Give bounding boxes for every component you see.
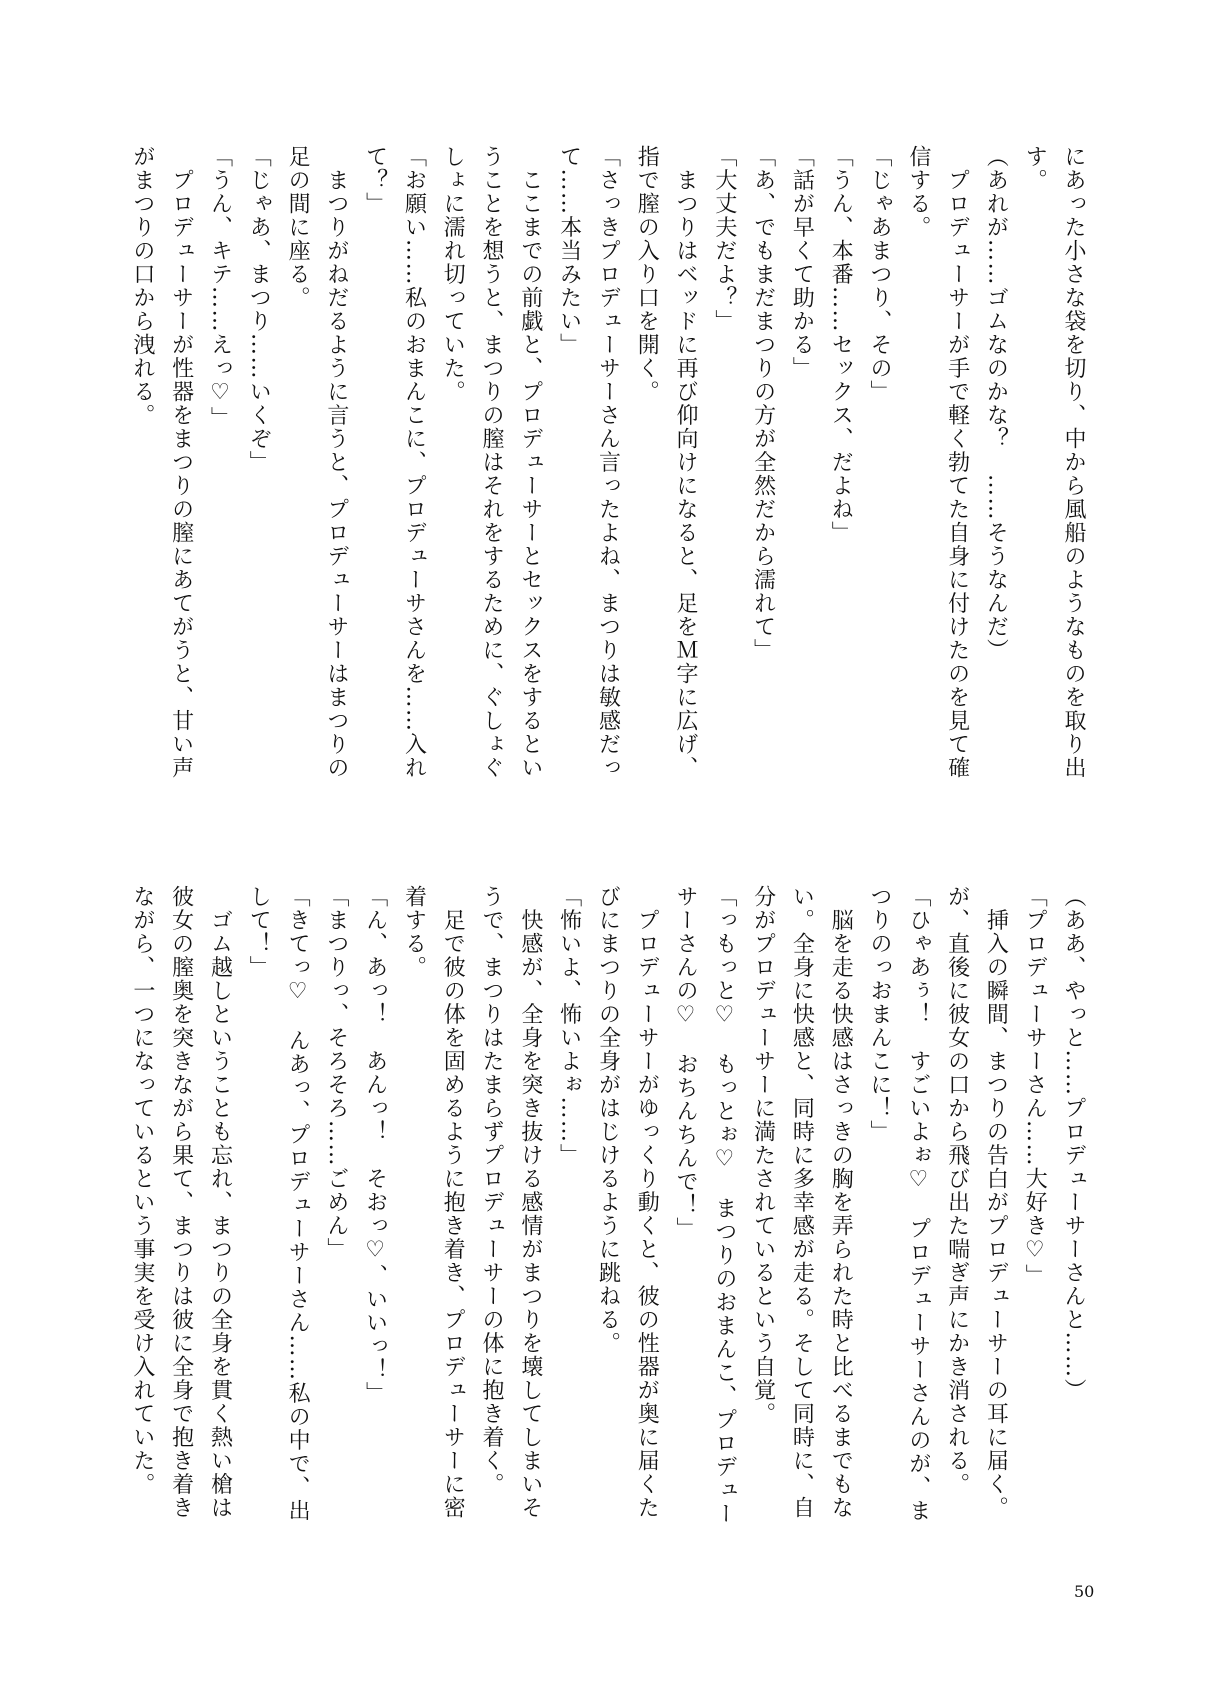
text-column: 「お願い……私のおまんこに、プロデューサさんを……入れ <box>401 145 427 780</box>
text-column: びにまつりの全身がはじけるように跳ねる。 <box>595 885 621 1355</box>
text-column: 「じゃあまつり、その」 <box>867 145 893 404</box>
text-column: 「っもっと♡ もっとぉ♡ まつりのおまんこ、プロデュー <box>711 885 737 1526</box>
text-column: 彼女の膣奥を突きながら果て、まつりは彼に全身で抱き着き <box>168 885 194 1520</box>
text-column: まつりはベッドに再び仰向けになると、足をＭ字に広げ、 <box>673 145 699 780</box>
text-column: ここまでの前戯と、プロデューサーとセックスをするとい <box>517 145 543 780</box>
text-column: うで、まつりはたまらずプロデューサーの体に抱き着く。 <box>479 885 505 1496</box>
text-column: サーさんの♡ おちんちんで！」 <box>673 885 699 1241</box>
text-column: 分がプロデューサーに満たされているという自覚。 <box>750 885 776 1426</box>
text-column: 足の間に座る。 <box>285 145 311 310</box>
text-column: い。全身に快感と、同時に多幸感が走る。そして同時に、自 <box>789 885 815 1520</box>
text-column: プロデューサーが性器をまつりの膣にあてがうと、甘い声 <box>168 145 194 780</box>
text-column: 「きてっ♡ んあっ、プロデューサーさん……私の中で、出 <box>285 885 311 1523</box>
text-column: 快感が、全身を突き抜ける感情がまつりを壊してしまいそ <box>517 885 543 1520</box>
text-column: 「まつりっ、そろそろ……ごめん」 <box>323 885 349 1261</box>
text-column: ながら、一つになっているという事実を受け入れていた。 <box>129 885 155 1496</box>
text-column: す。 <box>1022 145 1048 192</box>
text-column: がまつりの口から洩れる。 <box>129 145 155 427</box>
bottom-text-block <box>122 885 1092 1565</box>
text-column: 「あ、でもまだまつりの方が全然だから濡れて」 <box>750 145 776 662</box>
text-column: 「プロデューサーさん……大好き♡」 <box>1022 885 1048 1288</box>
text-column: まつりがねだるように言うと、プロデューサーはまつりの <box>323 145 349 780</box>
text-column: （あれが……ゴムなのかな？ ……そうなんだ） <box>983 145 1009 662</box>
text-column: 指で膣の入り口を開く。 <box>634 145 660 404</box>
text-column: ゴム越しということも忘れ、まつりの全身を貫く熱い槍は <box>207 885 233 1520</box>
text-column: 「怖いよ、怖いよぉ……」 <box>556 885 582 1167</box>
text-column: （ああ、やっと……プロデューサーさんと……） <box>1061 885 1086 1402</box>
text-column: 「うん、本番……セックス、だよね」 <box>828 145 854 545</box>
page-number: 50 <box>1074 1582 1095 1601</box>
text-column: 「ひゃあぅ！ すごいよぉ♡ プロデューサーさんのが、ま <box>905 885 931 1523</box>
text-column: 「大丈夫だよ？」 <box>711 145 737 333</box>
text-column: 「うん、キテ……えっ♡」 <box>207 145 233 430</box>
text-column: プロデューサーが手で軽く勃てた自身に付けたのを見て確 <box>944 145 970 780</box>
text-column: て？」 <box>362 145 388 216</box>
text-column: が、直後に彼女の口から飛び出た喘ぎ声にかき消される。 <box>944 885 970 1496</box>
text-column: 足で彼の体を固めるように抱き着き、プロデューサーに密 <box>440 885 466 1520</box>
text-column: 信する。 <box>905 145 931 239</box>
text-column: うことを想うと、まつりの膣はそれをするために、ぐしょぐ <box>479 145 505 780</box>
text-column: 「ん、あっ！ あんっ！ そおっ♡、いいっ！」 <box>362 885 388 1405</box>
text-column: 「じゃあ、まつり……いくぞ」 <box>246 145 272 474</box>
text-column: 「話が早くて助かる」 <box>789 145 815 380</box>
top-text-block <box>122 145 1092 825</box>
text-column: にあった小さな袋を切り、中から風船のようなものを取り出 <box>1061 145 1086 780</box>
text-column: しょに濡れ切っていた。 <box>440 145 466 404</box>
text-column: て……本当みたい」 <box>556 145 582 357</box>
text-column: 「さっきプロデューサーさん言ったよね、まつりは敏感だっ <box>595 145 621 780</box>
text-column: プロデューサーがゆっくり動くと、彼の性器が奥に届くた <box>634 885 660 1520</box>
text-column: 着する。 <box>401 885 427 979</box>
text-column: して！」 <box>246 885 272 979</box>
text-column: 脳を走る快感はさっきの胸を弄られた時と比べるまでもな <box>828 885 854 1520</box>
text-column: 挿入の瞬間、まつりの告白がプロデューサーの耳に届く。 <box>983 885 1009 1520</box>
text-column: つりのっおまんこに！」 <box>867 885 893 1144</box>
